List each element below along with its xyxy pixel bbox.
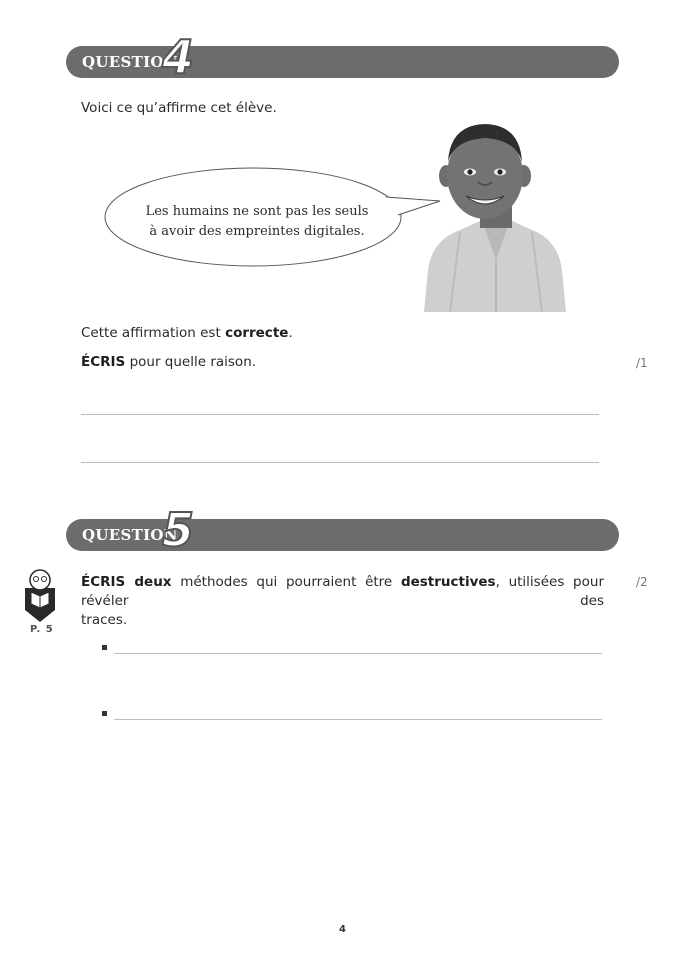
- answer-line-4[interactable]: [114, 719, 602, 720]
- bubble-line-1: Les humains ne sont pas les seuls: [145, 204, 369, 219]
- question-4-number: 4: [162, 30, 195, 84]
- question-4-score: /1: [636, 356, 648, 370]
- page-number: 4: [339, 924, 346, 935]
- question-5-header: [66, 503, 619, 557]
- bubble-line-2: à avoir des empreintes digitales.: [149, 224, 365, 239]
- instruction-text: pour quelle raison.: [125, 354, 257, 370]
- bullet-2: [102, 711, 107, 716]
- question-4-instruction: [81, 354, 256, 370]
- answer-line-1[interactable]: [81, 414, 599, 415]
- instruction-line-2: traces.: [81, 612, 128, 628]
- question-4-statement: [81, 325, 293, 341]
- instruction-rest: , utilisées pour révéler des: [81, 574, 604, 609]
- student-photo: [420, 120, 570, 312]
- question-5-score: /2: [636, 575, 648, 589]
- reading-reference-icon: [22, 568, 58, 624]
- instruction-bold-1: ÉCRIS deux: [81, 574, 172, 590]
- question-4-intro: Voici ce qu’affirme cet élève.: [81, 100, 277, 116]
- statement-bold: correcte: [225, 325, 289, 341]
- instruction-mid: méthodes qui pourraient être: [171, 574, 401, 590]
- instruction-verb: ÉCRIS: [81, 354, 126, 370]
- question-5-label: QUESTION: [82, 526, 178, 544]
- statement-text: Cette affirmation est: [81, 325, 226, 341]
- answer-line-2[interactable]: [81, 462, 599, 463]
- question-5-instruction: [81, 573, 604, 630]
- instruction-bold-2: destructives: [400, 574, 496, 590]
- statement-period: .: [288, 325, 293, 341]
- question-5-number: 5: [162, 503, 195, 557]
- question-4-label: QUESTION: [82, 53, 178, 71]
- question-4-header: [66, 30, 619, 84]
- bullet-1: [102, 645, 107, 650]
- instruction-line-1: [81, 573, 604, 611]
- speech-bubble-text: [112, 202, 402, 242]
- page-reference: P. 5: [30, 624, 54, 635]
- answer-line-3[interactable]: [114, 653, 602, 654]
